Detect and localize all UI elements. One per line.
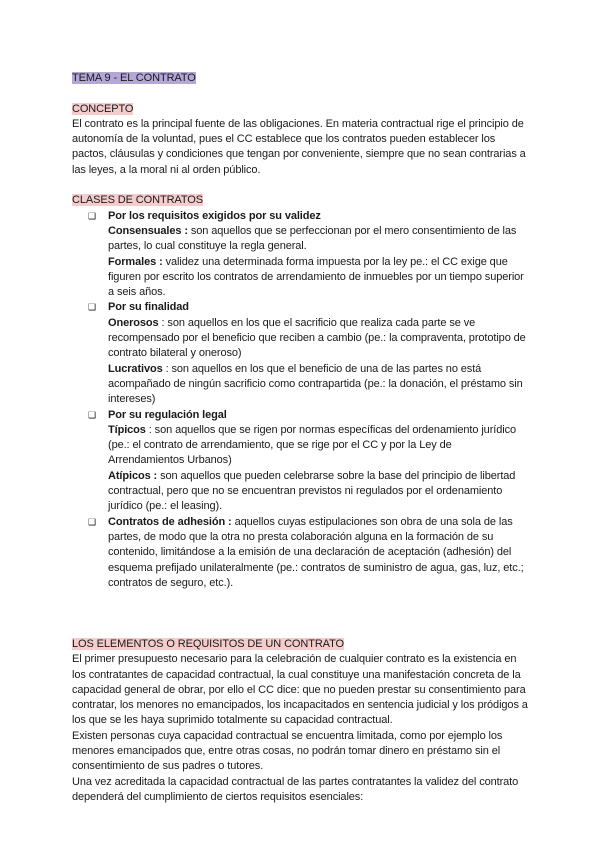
section-heading-elementos: LOS ELEMENTOS O REQUISITOS DE UN CONTRATO (72, 637, 344, 650)
concepto-paragraph: El contrato es la principal fuente de las obligaciones. En materia contractual rige el principio de autonomía de la voluntad, pues el CC establece que los contratos pueden establecer los pactos, cláusulas y condiciones que tengan por conveniente, siempre que no sean contrarias a las leyes, a la moral ni al orden público. (72, 117, 526, 176)
checkbox-square-icon: ❑ (88, 409, 96, 420)
clases-list (72, 209, 528, 591)
elementos-paragraph: Existen personas cuya capacidad contractual se encuentra limitada, como por ejemplo los menores emancipados que, entre otras cosas, no podrán tomar dinero en préstamo sin el consentimiento de sus padres o tutores. (72, 729, 503, 773)
checkbox-square-icon: ❑ (88, 302, 96, 313)
elementos-paragraph: El primer presupuesto necesario para la celebración de cualquier contrato es la existencia en los contratantes de capacidad contractual, la cual constituye una manifestación concreta de la capacidad general de obrar, por ello el CC dice: que no pueden prestar su consentimiento para contratar, los menores no emancipados, los incapacitados en sentencia judicial y los pródigos a los que se les haya suprimido totalmente su capacidad contractual. (72, 653, 528, 727)
elementos-paragraph: Una vez acreditada la capacidad contractual de las partes contratantes la validez del contrato dependerá del cumplimiento de ciertos requisitos esenciales: (72, 775, 519, 803)
entry-text: : son aquellos que se rigen por normas específicas del ordenamiento jurídico (pe.: el contrato de arrendamiento, que se rige por el CC y por la Ley de Arrendamientos Urbanos) (108, 423, 516, 467)
entry (108, 255, 528, 301)
list-item (72, 515, 528, 591)
entry-term: Formales : (108, 255, 163, 268)
entry-text: : son aquellos en los que el sacrificio que realiza cada parte se ve recompensado por el beneficio que reciben a cambio (pe.: la compraventa, prototipo de contrato bilateral y oneroso) (108, 316, 526, 360)
entry-term: Lucrativos (108, 362, 163, 375)
entry (108, 224, 528, 255)
entry (108, 469, 528, 515)
entry-term: Consensuales : (108, 224, 188, 237)
entry-text: son aquellos que se perfeccionan por el mero consentimiento de las partes, lo cual constituye la regla general. (108, 224, 517, 253)
entry-text: : son aquellos en los que el beneficio de una de las partes no está acompañado de ningún sacrificio como contrapartida (pe.: la donación, el préstamo sin intereses) (108, 362, 523, 406)
document-title: TEMA 9 - EL CONTRATO (72, 72, 196, 84)
entry (108, 423, 528, 469)
list-item (72, 408, 528, 515)
list-item (72, 209, 528, 301)
entry-text: son aquellos que pueden celebrarse sobre la base del principio de libertad contractual, pero que no se encuentran previstos ni regulados por el ordenamiento jurídico (pe.: el leasing). (108, 469, 516, 513)
document-page (72, 71, 528, 805)
checkbox-square-icon: ❑ (88, 210, 96, 221)
entry (108, 362, 528, 408)
section-heading-clases: CLASES DE CONTRATOS (72, 194, 203, 207)
list-item-title: Por los requisitos exigidos por su validez (108, 209, 321, 222)
list-item-title: Por su regulación legal (108, 408, 227, 421)
checkbox-square-icon: ❑ (88, 516, 96, 527)
list-item (72, 300, 528, 407)
list-item-title: Contratos de adhesión : (108, 515, 232, 528)
entry-term: Atípicos : (108, 469, 158, 482)
entry (108, 316, 528, 362)
entry-term: Onerosos (108, 316, 159, 329)
entry-text: validez una determinada forma impuesta por la ley pe.: el CC exige que figuren por escrito los contratos de arrendamiento de inmuebles por un tiempo superior a seis años. (108, 255, 524, 299)
list-item-title: Por su finalidad (108, 301, 189, 314)
list-item-text: aquellos cuyas estipulaciones son obra de una sola de las partes, de modo que la otra no presta colaboración alguna en la formación de su contenido, limitándose a la emisión de una declaración de aceptación (adhesión) del esquema prefijado unilateralmente (pe.: contratos de suministro de agua, gas, luz, etc.; contratos de seguro, etc.). (108, 515, 524, 589)
entry-term: Típicos (108, 423, 146, 436)
section-heading-concepto: CONCEPTO (72, 102, 134, 115)
